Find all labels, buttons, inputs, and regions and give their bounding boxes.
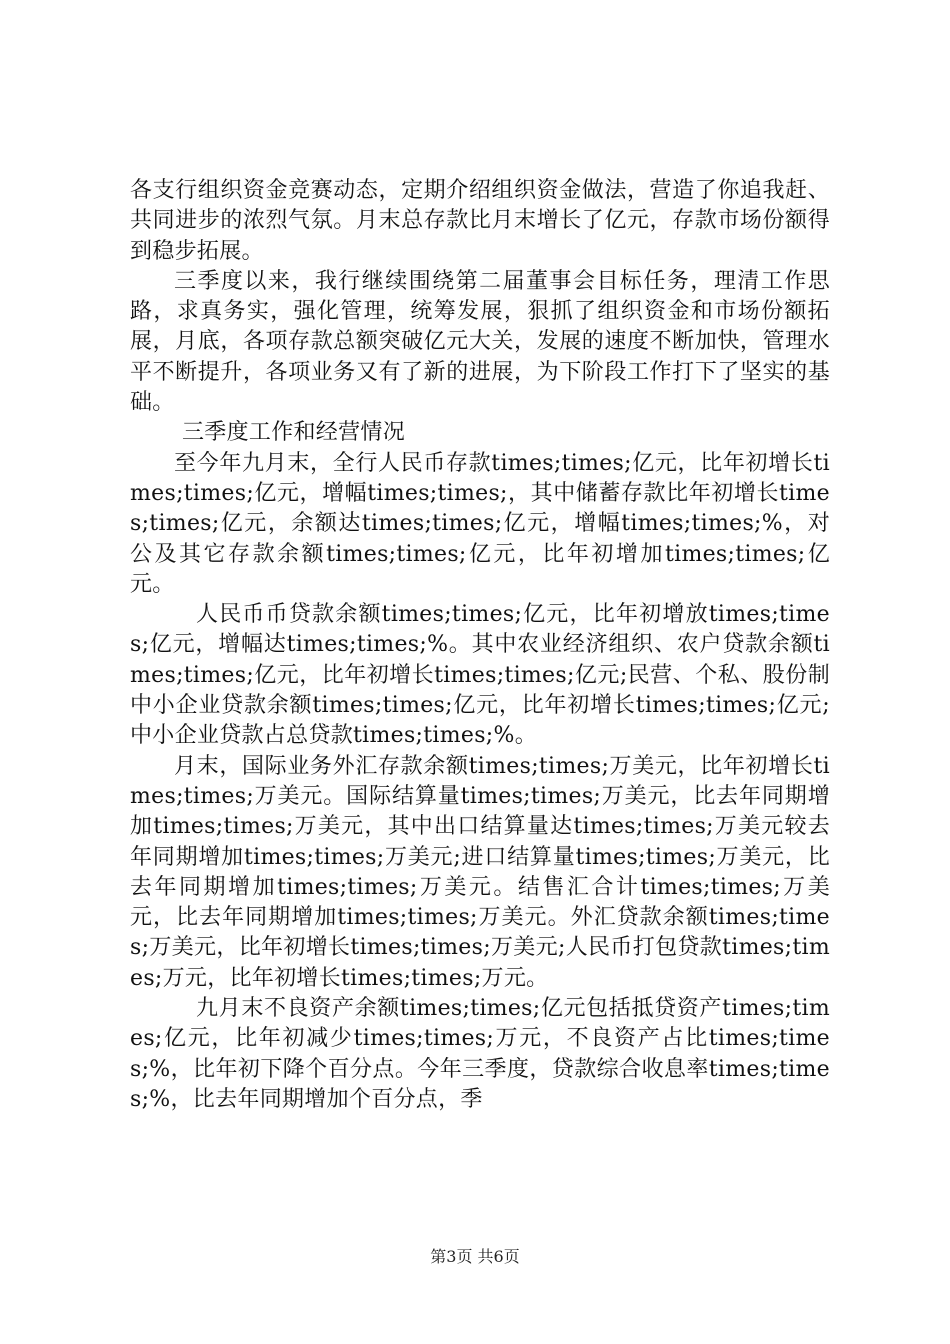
document-body [130,176,830,1115]
paragraph-international-business: 月末，国际业务外汇存款余额times;times;万美元，比年初增长times;times;万美元。国际结算量times;times;万美元，比去年同期增加times;times;万美元，其中出口结算量达times;times;万美元较去年同期增加times;times;万美元;进口结算量times;times;万美元，比去年同期增加times;times;万美元。结售汇合计times;times;万美元，比去年同期增加times;times;万美元。外汇贷款余额times;times;万美元，比年初增长times;times;万美元;人民币打包贷款times;times;万元，比年初增长times;times;万元。 [130,753,830,991]
section-heading: 三季度工作和经营情况 [182,420,406,446]
paragraph-q3-overview: 三季度以来，我行继续围绕第二届董事会目标任务，理清工作思路，求真务实，强化管理，统筹发展，狠抓了组织资金和市场份额拓展，月底，各项存款总额突破亿元大关，发展的速度不断加快，管理水平不断提升，各项业务又有了新的进展，为下阶段工作打下了坚实的基础。 [130,268,830,416]
paragraph-rmb-loans: 人民币币贷款余额times;times;亿元，比年初增放times;times;亿元，增幅达times;times;%。其中农业经济组织、农户贷款余额times;times;亿元，比年初增长times;times;亿元;民营、个私、股份制中小企业贷款余额times;times;亿元，比年初增长times;times;亿元;中小企业贷款占总贷款times;times;%。 [130,602,830,749]
paragraph-nonperforming-assets: 九月末不良资产余额times;times;亿元包括抵贷资产times;times;亿元，比年初减少times;times;万元，不良资产占比times;times;%，比年初下降个百分点。今年三季度，贷款综合收息率times;times;%，比去年同期增加个百分点，季 [130,996,830,1112]
paragraph-deposit-competition: 各支行组织资金竞赛动态，定期介绍组织资金做法，营造了你追我赶、共同进步的浓烈气氛。月末总存款比月末增长了亿元，存款市场份额得到稳步拓展。 [130,178,830,264]
page-number-footer: 第3页 共6页 [430,1247,520,1266]
paragraph-rmb-deposits: 至今年九月末，全行人民币存款times;times;亿元，比年初增长times;times;亿元，增幅times;times;，其中储蓄存款比年初增长times;times;亿元，余额达times;times;亿元，增幅times;times;%，对公及其它存款余额times;times;亿元，比年初增加times;times;亿元。 [130,450,830,597]
